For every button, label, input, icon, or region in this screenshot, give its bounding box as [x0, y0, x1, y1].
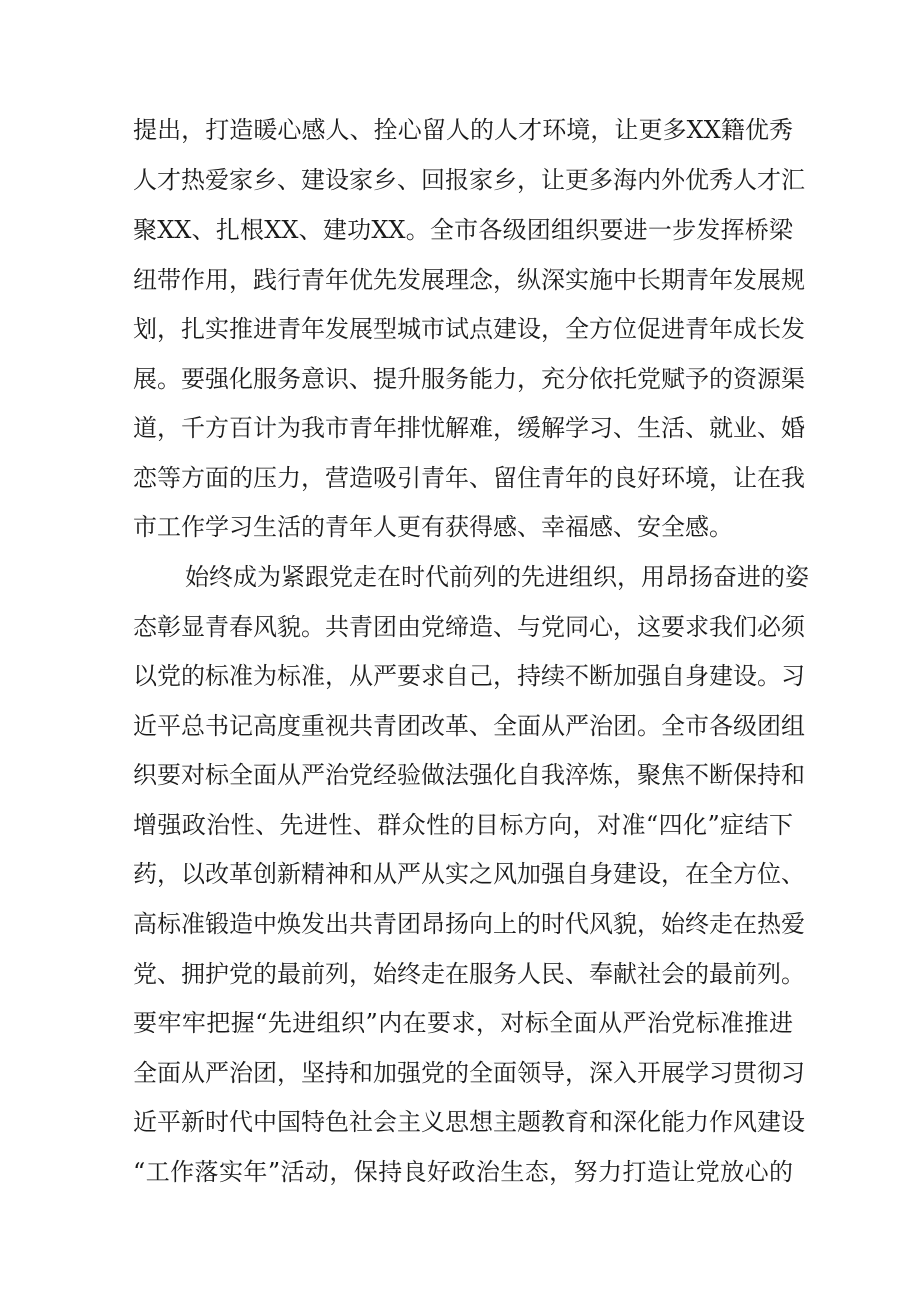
text-line: 态彰显青春风貌。共青团由党缔造、与党同心，这要求我们必须 [133, 613, 805, 641]
text-line: 聚XX、扎根XX、建功XX。全市各级团组织要进一步发挥桥梁 [133, 216, 793, 244]
text-line: 划，扎实推进青年发展型城市试点建设，全方位促进青年成长发 [133, 315, 805, 343]
text-line: 纽带作用，践行青年优先发展理念，纵深实施中长期青年发展规 [133, 266, 805, 294]
text-line: 增强政治性、先进性、群众性的目标方向，对准“四化”症结下 [133, 811, 793, 839]
text-line: 党、拥护党的最前列，始终走在服务人民、奉献社会的最前列。 [133, 960, 805, 988]
text-line: 市工作学习生活的青年人更有获得感、幸福感、安全感。 [133, 513, 733, 541]
text-line: 织要对标全面从严治党经验做法强化自我淬炼，聚焦不断保持和 [133, 761, 805, 789]
text-line: 高标准锻造中焕发出共青团昂扬向上的时代风貌，始终走在热爱 [133, 910, 805, 938]
text-line: 恋等方面的压力，营造吸引青年、留住青年的良好环境，让在我 [133, 464, 805, 492]
paragraph-first-line: 始终成为紧跟党走在时代前列的先进组织，用昂扬奋进的姿 [185, 563, 809, 591]
text-line: 人才热爱家乡、建设家乡、回报家乡，让更多海内外优秀人才汇 [133, 166, 805, 194]
text-line: 要牢牢把握“先进组织”内在要求，对标全面从严治党标准推进 [133, 1009, 793, 1037]
text-line: 以党的标准为标准，从严要求自己，持续不断加强自身建设。习 [133, 662, 805, 690]
text-line: 展。要强化服务意识、提升服务能力，充分依托党赋予的资源渠 [133, 365, 805, 393]
text-line: 道，千方百计为我市青年排忧解难，缓解学习、生活、就业、婚 [133, 414, 805, 442]
text-line: 药，以改革创新精神和从严从实之风加强自身建设，在全方位、 [133, 860, 805, 888]
text-line: 近平新时代中国特色社会主义思想主题教育和深化能力作风建设 [133, 1108, 805, 1136]
text-line: “工作落实年”活动，保持良好政治生态，努力打造让党放心的 [133, 1158, 793, 1186]
text-line: 近平总书记高度重视共青团改革、全面从严治团。全市各级团组 [133, 712, 805, 740]
text-line: 提出，打造暖心感人、拴心留人的人才环境，让更多XX籍优秀 [133, 116, 793, 144]
text-line: 全面从严治团，坚持和加强党的全面领导，深入开展学习贯彻习 [133, 1059, 805, 1087]
